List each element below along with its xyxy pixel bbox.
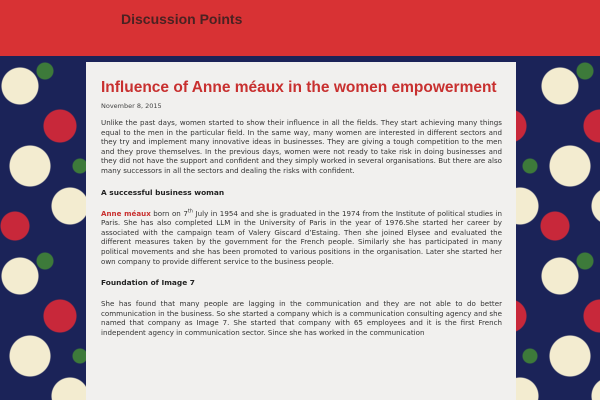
ordinal-suffix: th [187, 208, 193, 215]
person-name-link[interactable]: Anne méaux [101, 208, 151, 218]
content-area [86, 62, 516, 400]
section-heading: Foundation of Image 7 [101, 278, 195, 288]
site-title[interactable]: Discussion Points [121, 11, 243, 27]
paragraph-text: July in 1954 and she is graduated in the 1974 from the Institute of political studies in Paris. She has also completed LLM in the University of Paris in the year of 1976.She started her career by associated with the campaign team of Valery Giscard d’Estaing. Then she joined Elysee and evaluated the different measures taken by the government for the French people. Similarly she has participated in many political movements and she has been promoted to various positions in the organisation. Later she started her own company to provide different service to the business people. [101, 208, 502, 266]
site-header [0, 0, 600, 56]
section-paragraph [101, 209, 502, 267]
section-heading: A successful business woman [101, 187, 225, 197]
post-intro: Unlike the past days, women started to show their influence in all the fields. They start achieving many things equal to the men in the particular field. In the same way, many women are interested in different sectors and they try and implement many innovative ideas in businesses. They are giving a tough competition to the men and they prove themselves. In the previous days, women were not ready to take risk in doing businesses and they did not have the support and confident and they simply worked in several organisations. But there are also many successors in all the sectors and dealing the risks with confident. [101, 118, 502, 175]
post-title[interactable]: Influence of Anne méaux in the women empowerment [101, 79, 497, 96]
section-paragraph: She has found that many people are lagging in the communication and they are not able to do better communication in the business. So she started a company which is a communication consulting agency and she named that company as Image 7. She started that company with 65 employees and it is the first French independent agency in communication sector. Since she has worked in the communication [101, 299, 502, 337]
paragraph-text: born on 7 [150, 208, 188, 218]
post-date: November 8, 2015 [101, 102, 162, 110]
post [86, 62, 516, 338]
